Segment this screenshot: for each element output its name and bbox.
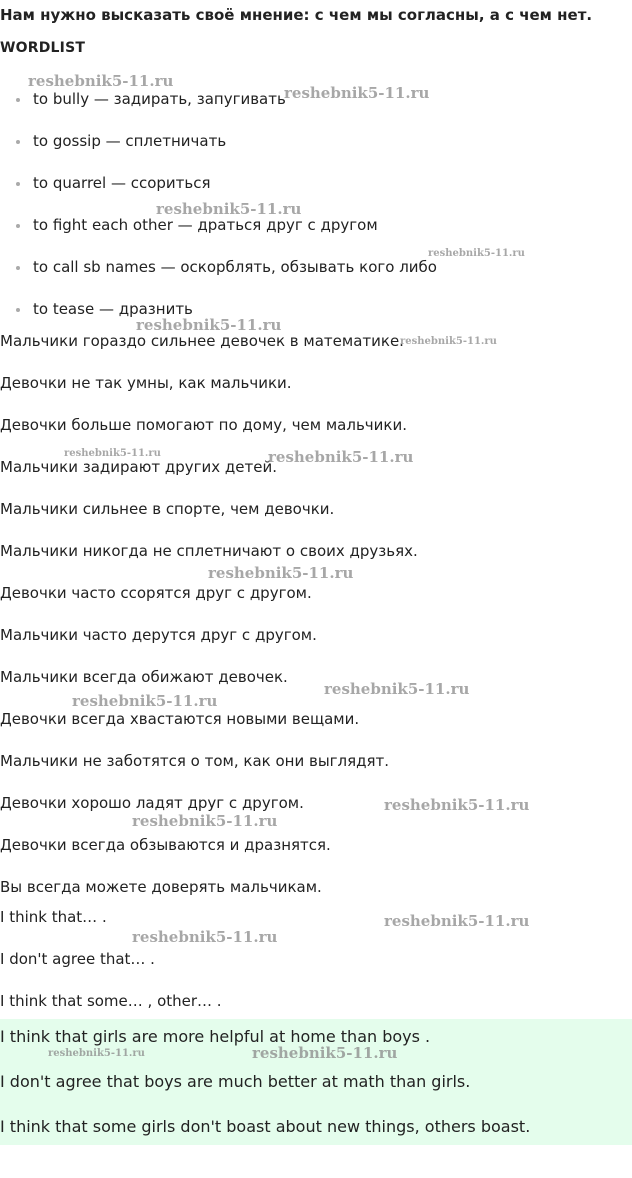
statement: Мальчики задирают других детей. (0, 458, 278, 476)
watermark: reshebnik5-11.ru (132, 928, 278, 946)
statement: Девочки всегда обзываются и дразнятся. (0, 836, 331, 854)
watermark: reshebnik5-11.ru (156, 200, 302, 218)
wordlist-item-text: to gossip — сплетничать (33, 132, 227, 150)
answer-line: I think that girls are more helpful at home than boys . (0, 1027, 431, 1046)
bullet-icon (16, 266, 20, 270)
phrase-template: I think that… . (0, 908, 107, 926)
phrase-template: I think that some… , other… . (0, 992, 222, 1010)
statement: Мальчики сильнее в спорте, чем девочки. (0, 500, 335, 518)
watermark: reshebnik5-11.ru (136, 316, 282, 334)
watermark: reshebnik5-11.ru (208, 564, 354, 582)
statement: Девочки не так умны, как мальчики. (0, 374, 292, 392)
watermark: reshebnik5-11.ru (48, 1048, 145, 1059)
wordlist-item-text: to tease — дразнить (33, 300, 193, 318)
statement: Мальчики гораздо сильнее девочек в математике. (0, 332, 404, 350)
statement: Девочки хорошо ладят друг с другом. (0, 794, 304, 812)
statement: Мальчики не заботятся о том, как они выглядят. (0, 752, 390, 770)
bullet-icon (16, 140, 20, 144)
watermark: reshebnik5-11.ru (400, 336, 497, 347)
statement: Девочки часто ссорятся друг с другом. (0, 584, 312, 602)
bullet-icon (16, 98, 20, 102)
answer-box (0, 1019, 632, 1145)
wordlist-item-text: to fight each other — драться друг с другом (33, 216, 378, 234)
statement: Мальчики всегда обижают девочек. (0, 668, 288, 686)
bullet-icon (16, 224, 20, 228)
answer-line: I think that some girls don't boast about new things, others boast. (0, 1117, 531, 1136)
statement: Мальчики часто дерутся друг с другом. (0, 626, 317, 644)
watermark: reshebnik5-11.ru (268, 448, 414, 466)
statement: Мальчики никогда не сплетничают о своих друзьях. (0, 542, 418, 560)
wordlist-title: WORDLIST (0, 40, 86, 56)
statement: Девочки больше помогают по дому, чем мальчики. (0, 416, 407, 434)
intro-text: Нам нужно высказать своё мнение: с чем мы согласны, а с чем нет. (0, 6, 593, 24)
statements-list (0, 332, 418, 920)
phrase-template: I don't agree that… . (0, 950, 155, 968)
statement: Девочки всегда хвастаются новыми вещами. (0, 710, 360, 728)
watermark: reshebnik5-11.ru (384, 796, 530, 814)
wordlist-item (0, 258, 437, 300)
watermark: reshebnik5-11.ru (28, 72, 174, 90)
watermark: reshebnik5-11.ru (252, 1044, 398, 1062)
statement: Вы всегда можете доверять мальчикам. (0, 878, 322, 896)
watermark: reshebnik5-11.ru (284, 84, 430, 102)
watermark: reshebnik5-11.ru (72, 692, 218, 710)
phrase-templates (0, 908, 222, 1034)
watermark: reshebnik5-11.ru (384, 912, 530, 930)
watermark: reshebnik5-11.ru (132, 812, 278, 830)
watermark: reshebnik5-11.ru (64, 448, 161, 459)
wordlist-item-text: to call sb names — оскорблять, обзывать кого либо (33, 258, 437, 276)
answer-line: I don't agree that boys are much better at math than girls. (0, 1072, 471, 1091)
watermark: reshebnik5-11.ru (428, 248, 525, 259)
wordlist-item-text: to quarrel — ссориться (33, 174, 211, 192)
wordlist-item (0, 132, 437, 174)
bullet-icon (16, 182, 20, 186)
bullet-icon (16, 308, 20, 312)
wordlist-item (0, 216, 437, 258)
watermark: reshebnik5-11.ru (324, 680, 470, 698)
wordlist-item-text: to bully — задирать, запугивать (33, 90, 286, 108)
